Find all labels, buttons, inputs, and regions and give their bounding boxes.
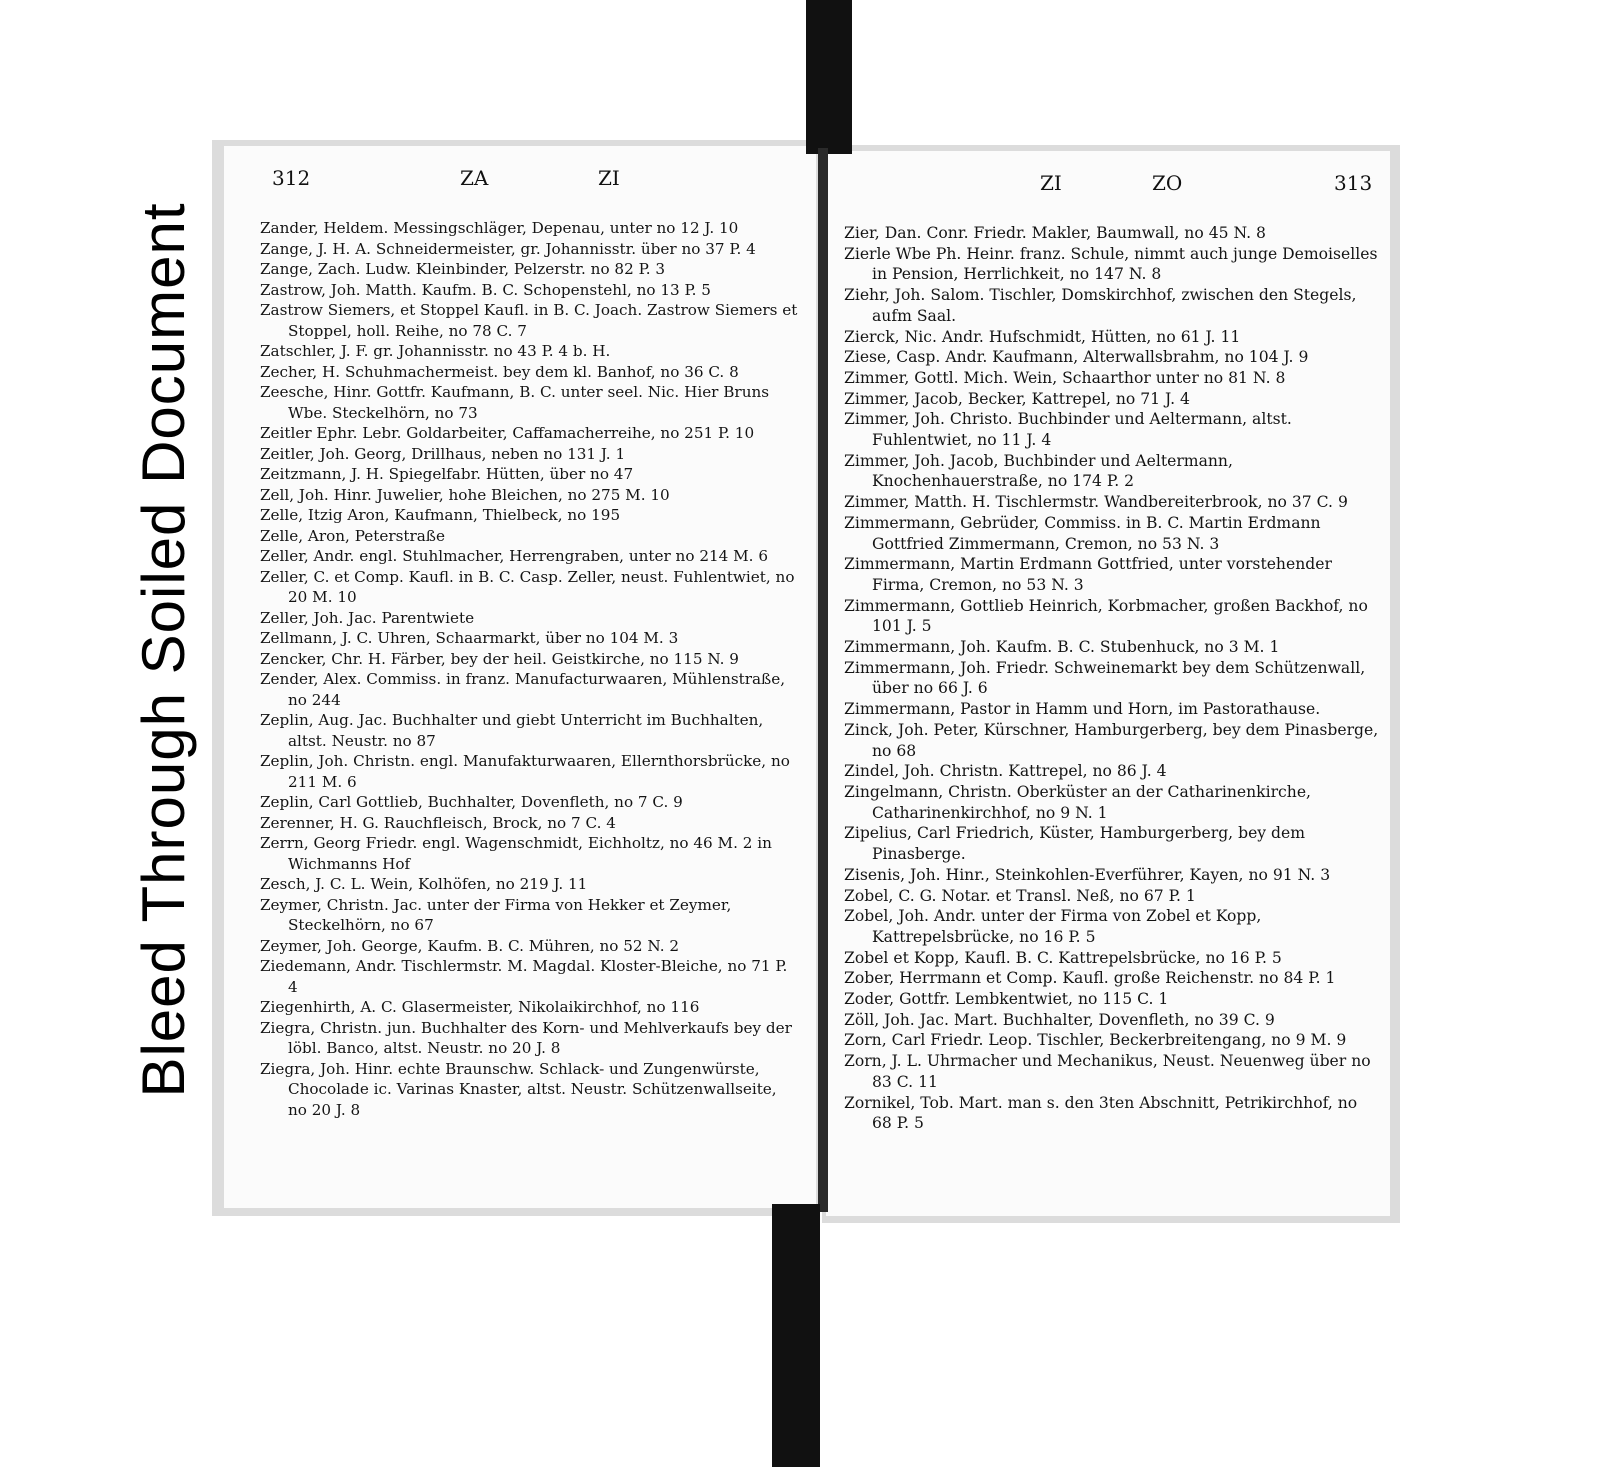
directory-entry: Zobel, C. G. Notar. et Transl. Neß, no 67 P. 1 [844,886,1196,905]
directory-entry: Zell, Joh. Hinr. Juwelier, hohe Bleichen, no 275 M. 10 [260,485,670,504]
left-header-letters-end: ZI [598,166,620,190]
directory-entry: Zimmermann, Martin Erdmann Gottfried, unter vorstehender Firma, Cremon, no 53 N. 3 [844,555,1332,594]
directory-entry: Zingelmann, Christn. Oberküster an der Catharinenkirche, Catharinenkirchhof, no 9 N. 1 [844,782,1311,822]
directory-entry: Zeitler Ephr. Lebr. Goldarbeiter, Caffamacherreihe, no 251 P. 10 [260,424,755,442]
directory-entry: Zeplin, Joh. Christn. engl. Manufakturwaaren, Ellernthorsbrücke, no 211 M. 6 [260,752,790,791]
directory-entry: Zeller, Andr. engl. Stuhlmacher, Herrengraben, unter no 214 M. 6 [260,547,768,565]
directory-entry: Zeymer, Christn. Jac. unter der Firma von Hekker et Zeymer, Steckelhörn, no 67 [260,895,732,934]
directory-entry: Zierck, Nic. Andr. Hufschmidt, Hütten, no 61 J. 11 [844,327,1241,346]
directory-entry: Zöll, Joh. Jac. Mart. Buchhalter, Dovenfleth, no 39 C. 9 [844,1010,1275,1029]
directory-entry: Zastrow, Joh. Matth. Kaufm. B. C. Schopenstehl, no 13 P. 5 [260,280,711,299]
directory-entry: Zellmann, J. C. Uhren, Schaarmarkt, über no 104 M. 3 [260,629,679,647]
directory-entry: Zimmermann, Joh. Friedr. Schweinemarkt bey dem Schützenwall, über no 66 J. 6 [844,658,1366,698]
directory-entry: Ziehr, Joh. Salom. Tischler, Domskirchhof, zwischen den Stegels, aufm Saal. [844,286,1357,325]
directory-entry: Zorn, Carl Friedr. Leop. Tischler, Beckerbreitengang, no 9 M. 9 [844,1031,1347,1050]
directory-entry: Zimmermann, Gottlieb Heinrich, Korbmacher, großen Backhof, no 101 J. 5 [844,596,1368,636]
right-header-letters-end: ZO [1152,171,1183,195]
directory-entry: Zober, Herrmann et Comp. Kaufl. große Reichenstr. no 84 P. 1 [844,969,1336,988]
directory-entry: Zindel, Joh. Christn. Kattrepel, no 86 J. 4 [844,762,1167,781]
directory-entry: Zecher, H. Schuhmachermeist. bey dem kl. Banhof, no 36 C. 8 [260,362,739,381]
directory-entry: Zinck, Joh. Peter, Kürschner, Hamburgerberg, bey dem Pinasberge, no 68 [844,720,1379,760]
directory-entry: Zelle, Aron, Peterstraße [260,526,445,545]
directory-entry: Zeplin, Aug. Jac. Buchhalter und giebt Unterricht im Buchhalten, altst. Neustr. no 87 [260,711,764,750]
directory-entry: Zimmermann, Joh. Kaufm. B. C. Stubenhuck, no 3 M. 1 [844,638,1280,657]
directory-entry: Zobel, Joh. Andr. unter der Firma von Zobel et Kopp, Kattrepelsbrücke, no 16 P. 5 [844,907,1262,946]
directory-entry: Zeller, C. et Comp. Kaufl. in B. C. Casp. Zeller, neust. Fuhlentwiet, no 20 M. 10 [260,567,795,606]
directory-entry: Zoder, Gottfr. Lembkentwiet, no 115 C. 1 [844,990,1169,1009]
directory-entry: Ziegra, Joh. Hinr. echte Braunschw. Schlack- und Zungenwürste, Chocolade ic. Varinas Knaster, altst. Neustr. Schützenwallseite, no 20 J. 8 [260,1059,777,1119]
directory-entry: Zender, Alex. Commiss. in franz. Manufacturwaaren, Mühlenstraße, no 244 [260,670,786,709]
directory-entry: Zeesche, Hinr. Gottfr. Kaufmann, B. C. unter seel. Nic. Hier Bruns Wbe. Steckelhörn, no 73 [260,383,770,422]
right-page-header [826,171,1390,211]
directory-entry: Zastrow Siemers, et Stoppel Kaufl. in B. C. Joach. Zastrow Siemers et Stoppel, holl. Reihe, no 78 C. 7 [260,301,798,340]
directory-entry: Zisenis, Joh. Hinr., Steinkohlen-Everführer, Kayen, no 91 N. 3 [844,865,1331,884]
binding-gutter-bottom [772,1204,820,1467]
left-entry-list [260,218,800,1120]
side-label: Bleed Through Soiled Document [130,202,197,1098]
directory-entry: Zesch, J. C. L. Wein, Kolhöfen, no 219 J. 11 [260,875,588,893]
directory-entry: Zerenner, H. G. Rauchfleisch, Brock, no 7 C. 4 [260,813,616,832]
directory-entry: Zeplin, Carl Gottlieb, Buchhalter, Dovenfleth, no 7 C. 9 [260,793,683,811]
binding-gutter-top [806,0,852,154]
directory-entry: Zier, Dan. Conr. Friedr. Makler, Baumwall, no 45 N. 8 [844,224,1266,242]
left-header-letters-start: ZA [460,166,489,190]
directory-entry: Zange, J. H. A. Schneidermeister, gr. Johannisstr. über no 37 P. 4 [260,239,756,258]
directory-entry: Zierle Wbe Ph. Heinr. franz. Schule, nimmt auch junge Demoiselles in Pension, Herrlichkeit, no 147 N. 8 [844,244,1378,284]
directory-entry: Ziegenhirth, A. C. Glasermeister, Nikolaikirchhof, no 116 [260,998,700,1016]
binding-gutter-middle [818,148,828,1212]
left-page-header [224,166,816,206]
right-page [826,151,1390,1216]
directory-entry: Zipelius, Carl Friedrich, Küster, Hamburgerberg, bey dem Pinasberge. [844,824,1306,864]
directory-entry: Zange, Zach. Ludw. Kleinbinder, Pelzerstr. no 82 P. 3 [260,260,666,278]
directory-entry: Zornikel, Tob. Mart. man s. den 3ten Abschnitt, Petrikirchhof, no 68 P. 5 [844,1093,1358,1133]
directory-entry: Zelle, Itzig Aron, Kaufmann, Thielbeck, no 195 [260,506,621,524]
directory-entry: Zorn, J. L. Uhrmacher und Mechanikus, Neust. Neuenweg über no 83 C. 11 [844,1052,1371,1091]
right-entry-list [844,223,1380,1134]
directory-entry: Zimmer, Matth. H. Tischlermstr. Wandbereiterbrook, no 37 C. 9 [844,493,1348,512]
directory-entry: Zimmermann, Gebrüder, Commiss. in B. C. Martin Erdmann Gottfried Zimmermann, Cremon, no 53 N. 3 [844,513,1321,553]
right-page-number: 313 [1334,171,1373,195]
directory-entry: Ziese, Casp. Andr. Kaufmann, Alterwallsbrahm, no 104 J. 9 [844,348,1309,367]
directory-entry: Zimmer, Gottl. Mich. Wein, Schaarthor unter no 81 N. 8 [844,368,1286,387]
directory-entry: Zimmer, Joh. Christo. Buchbinder und Aeltermann, altst. Fuhlentwiet, no 11 J. 4 [844,410,1292,450]
directory-entry: Zeller, Joh. Jac. Parentwiete [260,608,475,627]
right-header-letters-start: ZI [1040,171,1062,195]
directory-entry: Zeitler, Joh. Georg, Drillhaus, neben no 131 J. 1 [260,444,626,463]
directory-entry: Zimmer, Joh. Jacob, Buchbinder und Aeltermann, Knochenhauerstraße, no 174 P. 2 [844,451,1233,491]
directory-entry: Ziegra, Christn. jun. Buchhalter des Korn- und Mehlverkaufs bey der löbl. Banco, altst. Neustr. no 20 J. 8 [260,1018,792,1057]
directory-entry: Zerrn, Georg Friedr. engl. Wagenschmidt, Eichholtz, no 46 M. 2 in Wichmanns Hof [260,834,772,873]
directory-entry: Zencker, Chr. H. Färber, bey der heil. Geistkirche, no 115 N. 9 [260,649,739,668]
directory-entry: Zatschler, J. F. gr. Johannisstr. no 43 P. 4 b. H. [260,342,611,360]
directory-entry: Zeymer, Joh. George, Kaufm. B. C. Mühren, no 52 N. 2 [260,936,680,955]
left-page [224,146,816,1208]
directory-entry: Zobel et Kopp, Kaufl. B. C. Kattrepelsbrücke, no 16 P. 5 [844,948,1282,967]
directory-entry: Zeitzmann, J. H. Spiegelfabr. Hütten, über no 47 [260,465,634,483]
directory-entry: Ziedemann, Andr. Tischlermstr. M. Magdal. Kloster-Bleiche, no 71 P. 4 [260,957,788,996]
directory-entry: Zimmermann, Pastor in Hamm und Horn, im Pastorathause. [844,700,1321,719]
directory-entry: Zimmer, Jacob, Becker, Kattrepel, no 71 J. 4 [844,389,1190,408]
directory-entry: Zander, Heldem. Messingschläger, Depenau, unter no 12 J. 10 [260,219,739,237]
left-page-number: 312 [272,166,311,190]
